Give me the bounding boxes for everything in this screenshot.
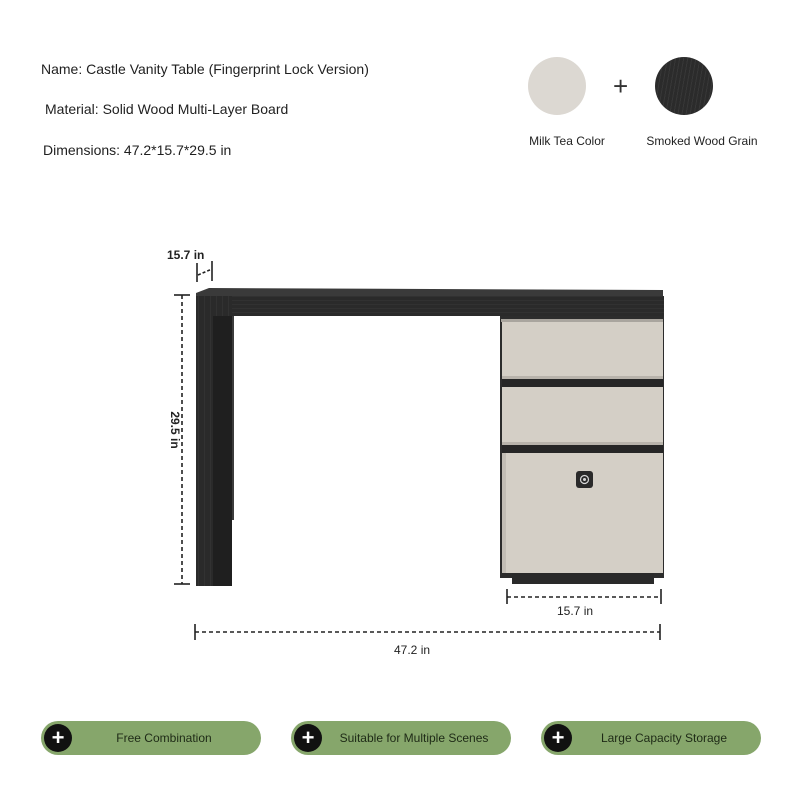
product-name: Name: Castle Vanity Table (Fingerprint Lock Version) (41, 61, 369, 77)
total-width-label: 47.2 in (394, 643, 431, 657)
feature-pill-large-storage (541, 721, 761, 755)
cabinet-width-dimension-line (507, 589, 661, 604)
plus-circle-icon: + (544, 724, 572, 752)
fingerprint-lock-icon (576, 471, 593, 488)
product-material: Material: Solid Wood Multi-Layer Board (45, 101, 289, 117)
plus-circle-icon: + (294, 724, 322, 752)
smoked-wood-label: Smoked Wood Grain (646, 134, 758, 148)
height-label: 29.5 in (168, 411, 182, 449)
feature-label: Free Combination (116, 731, 212, 745)
plus-circle-icon: + (44, 724, 72, 752)
depth-dimension-line (197, 261, 212, 282)
product-dimensions: Dimensions: 47.2*15.7*29.5 in (43, 142, 232, 158)
milk-tea-label: Milk Tea Color (529, 134, 605, 148)
desk-cabinet (500, 316, 664, 584)
plus-icon: + (613, 71, 629, 101)
feature-label: Suitable for Multiple Scenes (339, 731, 489, 745)
depth-label: 15.7 in (167, 248, 205, 262)
feature-label: Large Capacity Storage (600, 731, 728, 745)
cabinet-width-label: 15.7 in (557, 604, 594, 618)
desk-left-leg (196, 296, 234, 586)
total-width-dimension-line (195, 624, 660, 640)
desk-top (196, 288, 664, 316)
feature-pill-free-combination (41, 721, 261, 755)
feature-pill-multiple-scenes (291, 721, 511, 755)
